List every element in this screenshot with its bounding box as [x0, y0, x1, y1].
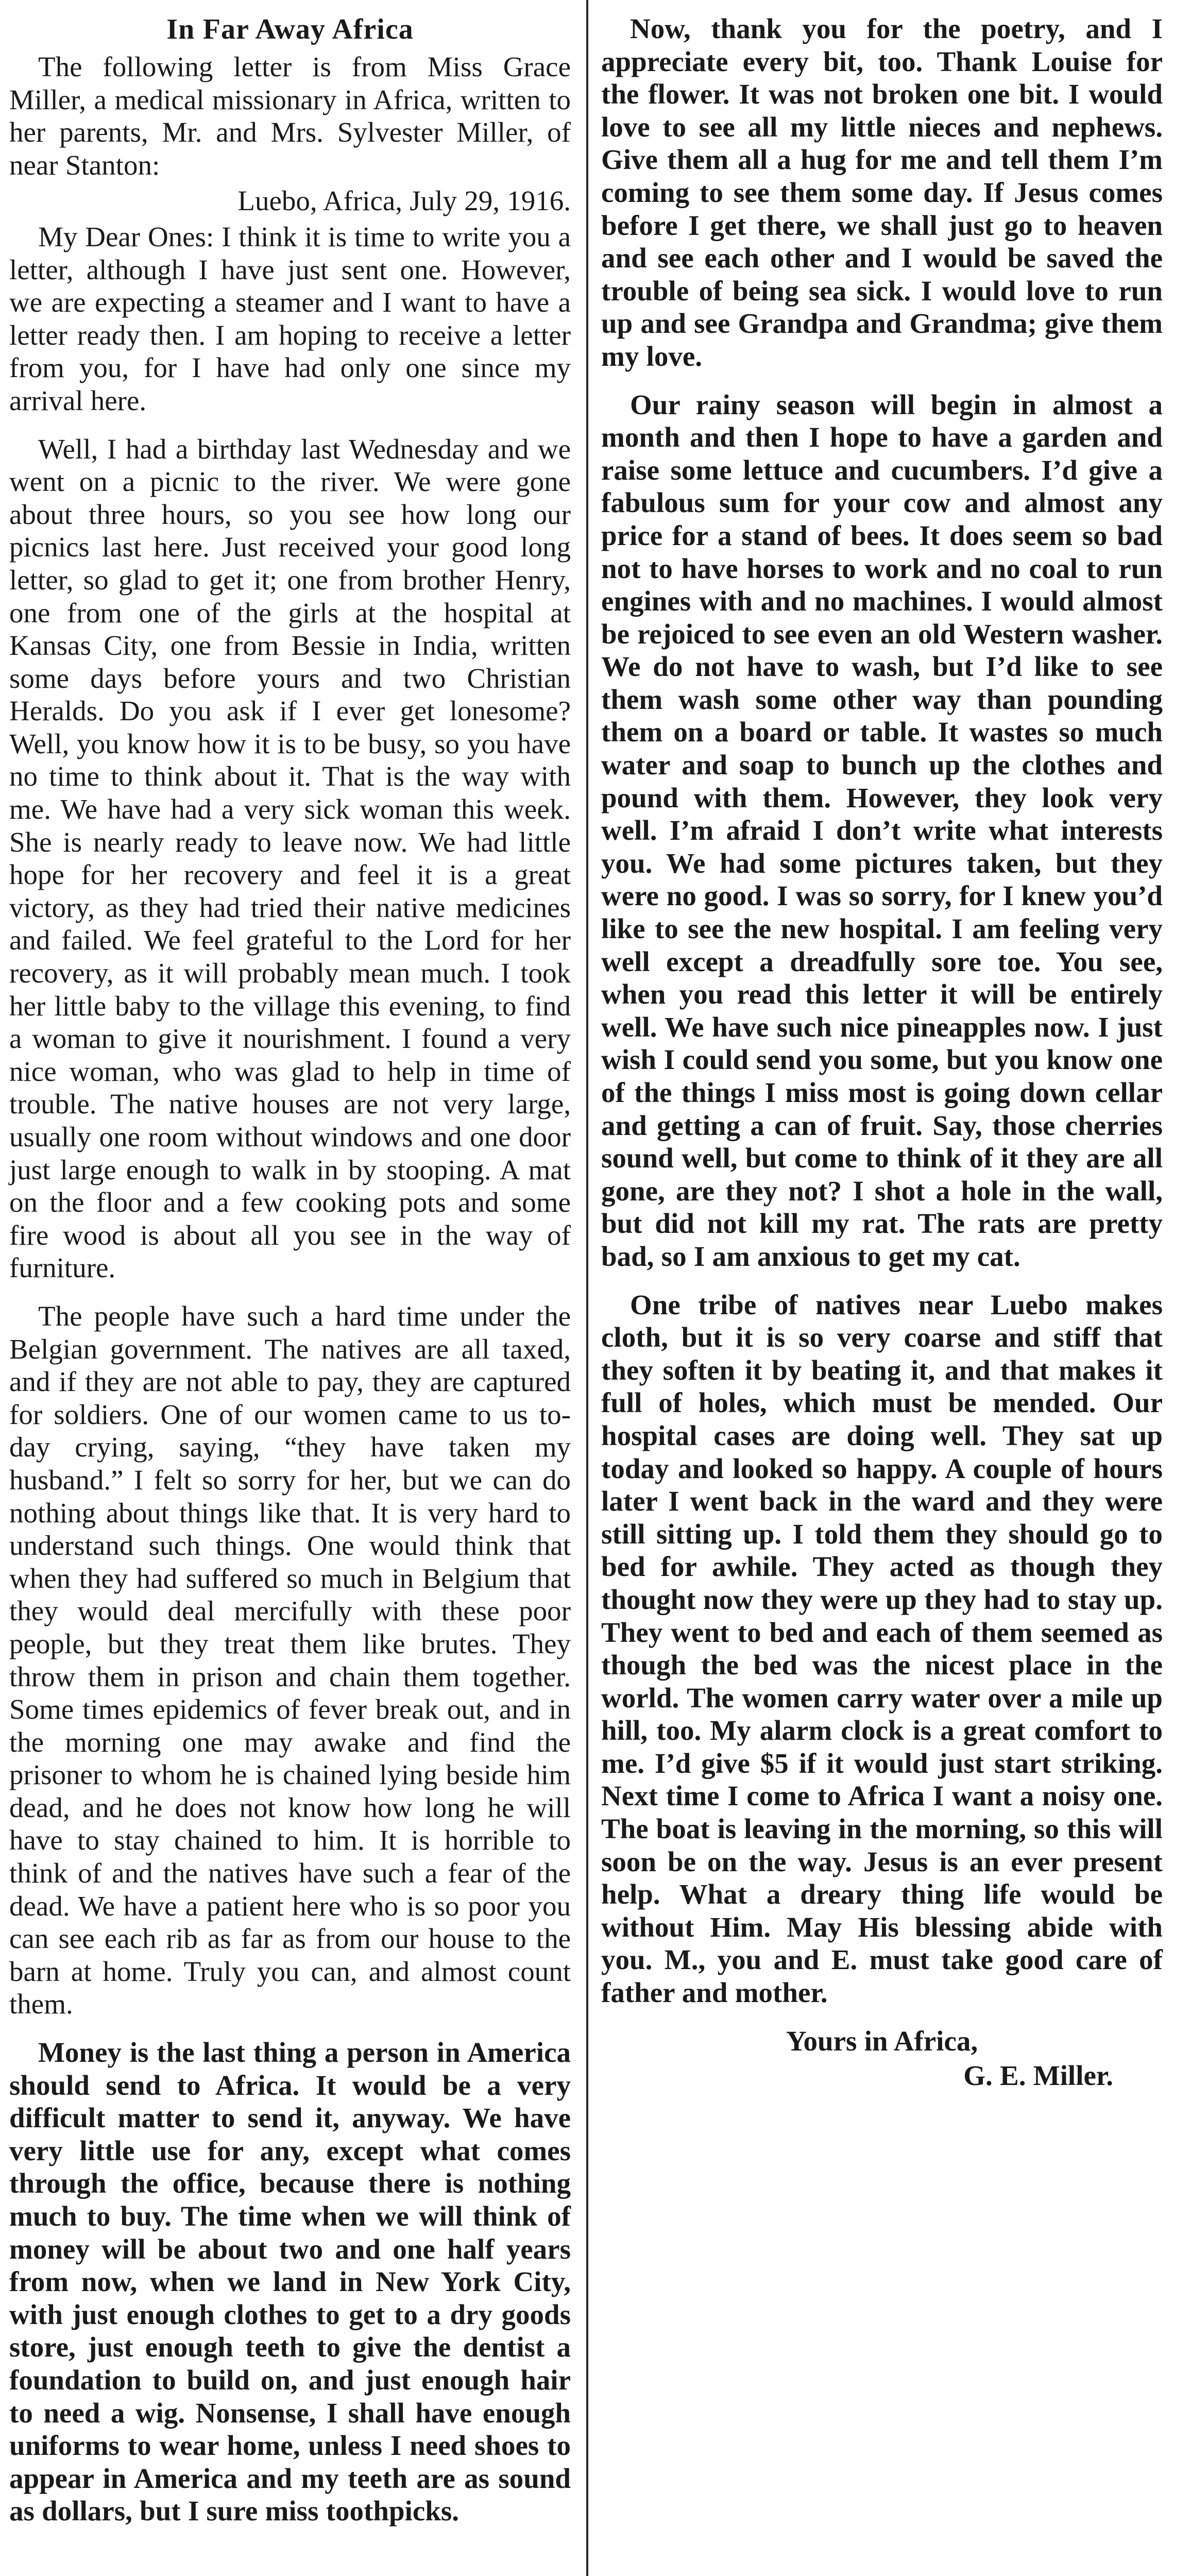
letter-paragraph: Well, I had a birthday last Wednesday and we went on a picnic to the river. We were gone about three hours, so you see how long our picnics last here. Just received your good long letter, so glad to get it; one from brother Henry, one from one of the girls at the hospital at Kansas City, one from Bessie in India, written some days before yours and two Christian Heralds. Do you ask if I ever get lonesome? Well, you know how it is to be busy, so you have no time to think about it. That is the way with me. We have had a very sick woman this week. She is nearly ready to leave now. We had little hope for her recovery and feel it is a great victory, as they had tried their native medicines and failed. We feel grateful to the Lord for her recovery, as it will probably mean much. I took her little baby to the village this evening, to find a woman to give it nourishment. I found a very nice woman, who was glad to help in time of trouble. The native houses are not very large, usually one room without windows and one door just large enough to walk in by stooping. A mat on the floor and a few cooking pots and some fire wood is about all you see in the way of furniture. — [9, 433, 571, 1284]
letter-closing: Yours in Africa, — [786, 2025, 978, 2057]
letter-paragraph-bold: Money is the last thing a person in America should send to Africa. It would be a very difficult matter to send it, anyway. We have very little use for any, except what comes through the office, because there is nothing much to buy. The time when we will think of money will be about two and one half years from now, when we land in New York City, with just enough clothes to get to a dry goods store, just enough teeth to give the dentist a foundation to build on, and just enough hair to need a wig. Nonsense, I shall have enough uniforms to wear home, unless I need shoes to appear in America and my teeth are as sound as dollars, but I sure miss toothpicks. — [9, 2037, 571, 2527]
right-column — [601, 12, 1163, 2092]
column-divider — [586, 0, 588, 2576]
letter-signature: G. E. Miller. — [963, 2060, 1113, 2092]
article-headline: In Far Away Africa — [166, 13, 414, 45]
letter-paragraph: Our rainy season will begin in almost a month and then I hope to have a garden and raise some lettuce and cucumbers. I’d give a fabulous sum for your cow and almost any price for a stand of bees. It does seem so bad not to have horses to work and no coal to run engines with and no machines. I would almost be rejoiced to see even an old Western washer. We do not have to wash, but I’d like to see them wash some other way than pounding them on a board or table. It wastes so much water and soap to bunch up the clothes and pound with them. However, they look very well. I’m afraid I don’t write what interests you. We had some pictures taken, but they were no good. I was so sorry, for I knew you’d like to see the new hospital. I am feeling very well except a dreadfully sore toe. You see, when you read this letter it will be entirely well. We have such nice pineapples now. I just wish I could send you some, but you know one of the things I miss most is going down cellar and getting a can of fruit. Say, those cherries sound well, but come to think of it they are all gone, are they not? I shot a hole in the wall, but did not kill my rat. The rats are pretty bad, so I am anxious to get my cat. — [601, 388, 1163, 1272]
letter-paragraph: The people have such a hard time under the Belgian government. The natives are all taxed, and if they are not able to pay, they are captured for soldiers. One of our women came to us to-day crying, saying, “they have taken my husband.” I felt so sorry for her, but we can do nothing about things like that. It is very hard to understand such things. One would think that when they had suffered so much in Belgium that they would deal mercifully with these poor people, but they treat them like brutes. They throw them in prison and chain them together. Some times epidemics of fever break out, and in the morning one may awake and find the prisoner to whom he is chained lying beside him dead, and he does not know how long he will have to stay chained to him. It is horrible to think of and the natives have such a fear of the dead. We have a patient here who is so poor you can see each rib as far as from our house to the barn at home. Truly you can, and almost count them. — [9, 1300, 571, 2020]
article-dateline: Luebo, Africa, July 29, 1916. — [237, 185, 571, 217]
letter-paragraph: My Dear Ones: I think it is time to write you a letter, although I have just sent one. However, we are expecting a steamer and I want to have a letter ready then. I am hoping to receive a letter from you, for I have had only one since my arrival here. — [9, 221, 571, 416]
left-column — [9, 12, 571, 2543]
letter-paragraph: One tribe of natives near Luebo makes cloth, but it is so very coarse and stiff that they soften it by beating it, and that makes it full of holes, which must be mended. Our hospital cases are doing well. They sat up today and looked so happy. A couple of hours later I went back in the ward and they were still sitting up. I told them they should go to bed for awhile. They acted as though they thought now they were up they had to stay up. They went to bed and each of them seemed as though the bed was the nicest place in the world. The women carry water over a mile up hill, too. My alarm clock is a great comfort to me. I’d give $5 if it would just start striking. Next time I come to Africa I want a noisy one. The boat is leaving in the morning, so this will soon be on the way. Jesus is an ever present help. What a dreary thing life would be without Him. May His blessing abide with you. M., you and E. must take good care of father and mother. — [601, 1289, 1163, 2009]
article-intro: The following letter is from Miss Grace Miller, a medical missionary in Africa, written to her parents, Mr. and Mrs. Sylvester Miller, of near Stanton: — [9, 51, 571, 181]
letter-paragraph: Now, thank you for the poetry, and I appreciate every bit, too. Thank Louise for the flower. It was not broken one bit. I would love to see all my little nieces and nephews. Give them all a hug for me and tell them I’m coming to see them some day. If Jesus comes before I get there, we shall just go to heaven and see each other and I would be saved the trouble of being sea sick. I would love to run up and see Grandpa and Grandma; give them my love. — [601, 13, 1163, 372]
